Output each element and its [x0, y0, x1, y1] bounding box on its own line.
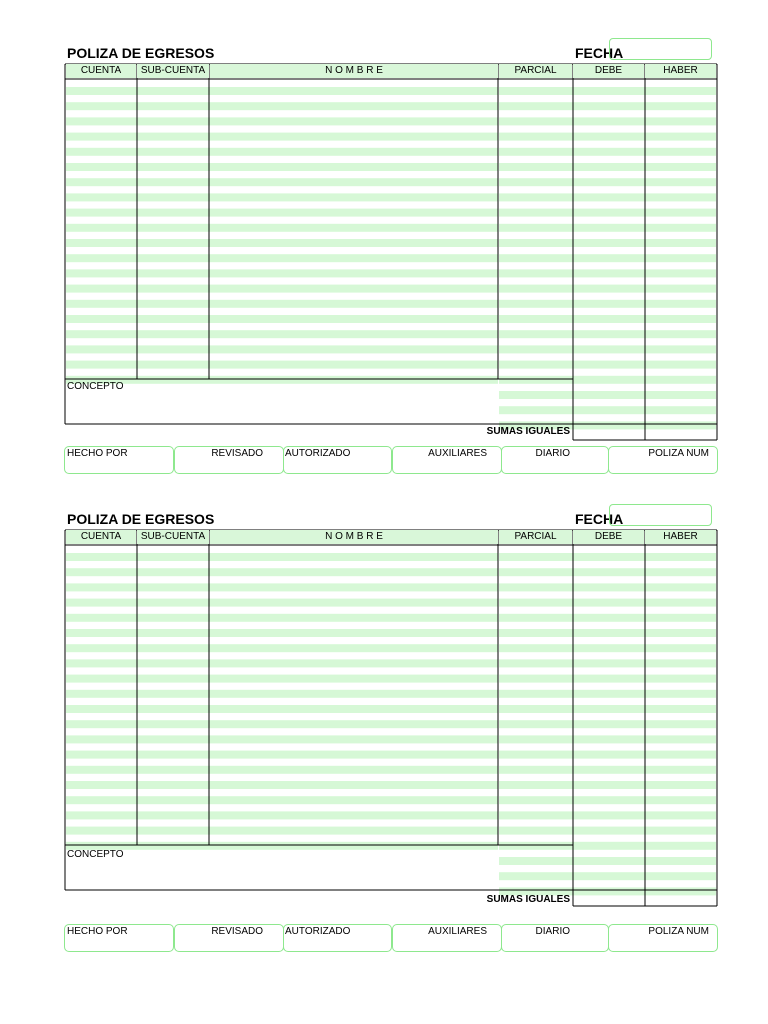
row-stripe	[66, 690, 498, 698]
row-stripe	[66, 827, 498, 835]
amount-stripe	[499, 239, 716, 247]
amount-stripe	[499, 751, 716, 759]
form-title: POLIZA DE EGRESOS	[67, 511, 215, 527]
row-stripe	[66, 796, 498, 804]
amount-stripe	[499, 720, 716, 728]
amount-stripe	[499, 705, 716, 713]
col-header-haber: HABER	[645, 530, 716, 544]
col-header-subcuenta: SUB-CUENTA	[137, 64, 209, 78]
footer-autorizado-label: AUTORIZADO	[285, 448, 351, 459]
row-stripe	[66, 599, 498, 607]
row-stripe	[66, 705, 498, 713]
footer-diario[interactable]	[501, 924, 609, 952]
row-stripe	[66, 300, 498, 308]
amount-stripe	[499, 300, 716, 308]
row-stripe	[66, 254, 498, 262]
row-stripe	[66, 345, 498, 353]
amount-stripe	[499, 193, 716, 201]
row-stripe	[66, 842, 498, 850]
row-stripe	[66, 781, 498, 789]
row-stripe	[66, 133, 498, 141]
amount-stripe	[499, 117, 716, 125]
row-stripe	[66, 193, 498, 201]
row-stripe	[66, 553, 498, 561]
totals-label: SUMAS IGUALES	[486, 894, 570, 905]
amount-stripe	[499, 148, 716, 156]
date-field[interactable]	[609, 38, 712, 60]
row-stripe	[66, 644, 498, 652]
amount-stripe	[499, 629, 716, 637]
row-stripe	[66, 568, 498, 576]
poliza-form-1	[0, 0, 768, 470]
col-header-parcial: PARCIAL	[499, 530, 572, 544]
row-stripe	[66, 811, 498, 819]
col-header-nombre: N O M B R E	[210, 64, 498, 78]
poliza-form-2	[0, 466, 768, 936]
amount-stripe	[499, 209, 716, 217]
col-header-nombre: N O M B R E	[210, 530, 498, 544]
amount-stripe	[499, 568, 716, 576]
row-stripe	[66, 239, 498, 247]
row-stripe	[66, 675, 498, 683]
row-stripe	[66, 224, 498, 232]
concept-label: CONCEPTO	[67, 381, 124, 392]
form-title: POLIZA DE EGRESOS	[67, 45, 215, 61]
amount-stripe	[499, 87, 716, 95]
footer-poliza-num-label: POLIZA NUM	[648, 448, 709, 459]
amount-stripe	[499, 675, 716, 683]
date-label: FECHA	[575, 45, 624, 61]
row-stripe	[66, 209, 498, 217]
col-header-debe: DEBE	[573, 530, 644, 544]
amount-stripe	[499, 315, 716, 323]
footer-poliza-num[interactable]	[608, 924, 718, 952]
footer-autorizado-label: AUTORIZADO	[285, 926, 351, 937]
amount-stripe	[499, 599, 716, 607]
amount-stripe	[499, 842, 716, 850]
col-header-cuenta: CUENTA	[66, 530, 136, 544]
footer-auxiliares-label: AUXILIARES	[428, 448, 487, 459]
amount-stripe	[499, 269, 716, 277]
amount-stripe	[499, 254, 716, 262]
amount-stripe	[499, 811, 716, 819]
row-stripe	[66, 315, 498, 323]
footer-diario-label: DIARIO	[535, 448, 570, 459]
row-stripe	[66, 148, 498, 156]
totals-label: SUMAS IGUALES	[486, 426, 570, 437]
row-stripe	[66, 659, 498, 667]
amount-stripe	[499, 781, 716, 789]
footer-diario-label: DIARIO	[535, 926, 570, 937]
row-stripe	[66, 735, 498, 743]
col-header-debe: DEBE	[573, 64, 644, 78]
row-stripe	[66, 583, 498, 591]
amount-stripe	[499, 224, 716, 232]
amount-stripe	[499, 644, 716, 652]
amount-stripe	[499, 583, 716, 591]
amount-stripe	[499, 827, 716, 835]
footer-revisado-label: REVISADO	[211, 448, 263, 459]
amount-stripe	[499, 178, 716, 186]
concept-label: CONCEPTO	[67, 849, 124, 860]
footer-auxiliares[interactable]	[392, 924, 502, 952]
amount-stripe	[499, 376, 716, 384]
amount-stripe	[499, 857, 716, 865]
row-stripe	[66, 751, 498, 759]
amount-stripe	[499, 361, 716, 369]
row-stripe	[66, 614, 498, 622]
amount-stripe	[499, 285, 716, 293]
col-header-cuenta: CUENTA	[66, 64, 136, 78]
row-stripe	[66, 361, 498, 369]
footer-hecho-por[interactable]	[64, 924, 174, 952]
amount-stripe	[499, 163, 716, 171]
amount-stripe	[499, 796, 716, 804]
footer-revisado[interactable]	[174, 924, 284, 952]
footer-revisado-label: REVISADO	[211, 926, 263, 937]
row-stripe	[66, 269, 498, 277]
footer-hecho-por-label: HECHO POR	[67, 448, 128, 459]
amount-stripe	[499, 659, 716, 667]
amount-stripe	[499, 406, 716, 414]
amount-stripe	[499, 735, 716, 743]
date-field[interactable]	[609, 504, 712, 526]
row-stripe	[66, 629, 498, 637]
amount-stripe	[499, 102, 716, 110]
amount-stripe	[499, 133, 716, 141]
row-stripe	[66, 766, 498, 774]
col-header-haber: HABER	[645, 64, 716, 78]
amount-stripe	[499, 766, 716, 774]
row-stripe	[66, 720, 498, 728]
amount-stripe	[499, 391, 716, 399]
amount-stripe	[499, 330, 716, 338]
footer-poliza-num-label: POLIZA NUM	[648, 926, 709, 937]
row-stripe	[66, 163, 498, 171]
row-stripe	[66, 117, 498, 125]
footer-hecho-por-label: HECHO POR	[67, 926, 128, 937]
date-label: FECHA	[575, 511, 624, 527]
row-stripe	[66, 285, 498, 293]
amount-stripe	[499, 614, 716, 622]
amount-stripe	[499, 690, 716, 698]
amount-stripe	[499, 553, 716, 561]
amount-stripe	[499, 345, 716, 353]
col-header-parcial: PARCIAL	[499, 64, 572, 78]
footer-autorizado[interactable]	[283, 924, 392, 952]
col-header-subcuenta: SUB-CUENTA	[137, 530, 209, 544]
row-stripe	[66, 376, 498, 384]
row-stripe	[66, 330, 498, 338]
row-stripe	[66, 102, 498, 110]
row-stripe	[66, 87, 498, 95]
amount-stripe	[499, 872, 716, 880]
row-stripe	[66, 178, 498, 186]
footer-auxiliares-label: AUXILIARES	[428, 926, 487, 937]
